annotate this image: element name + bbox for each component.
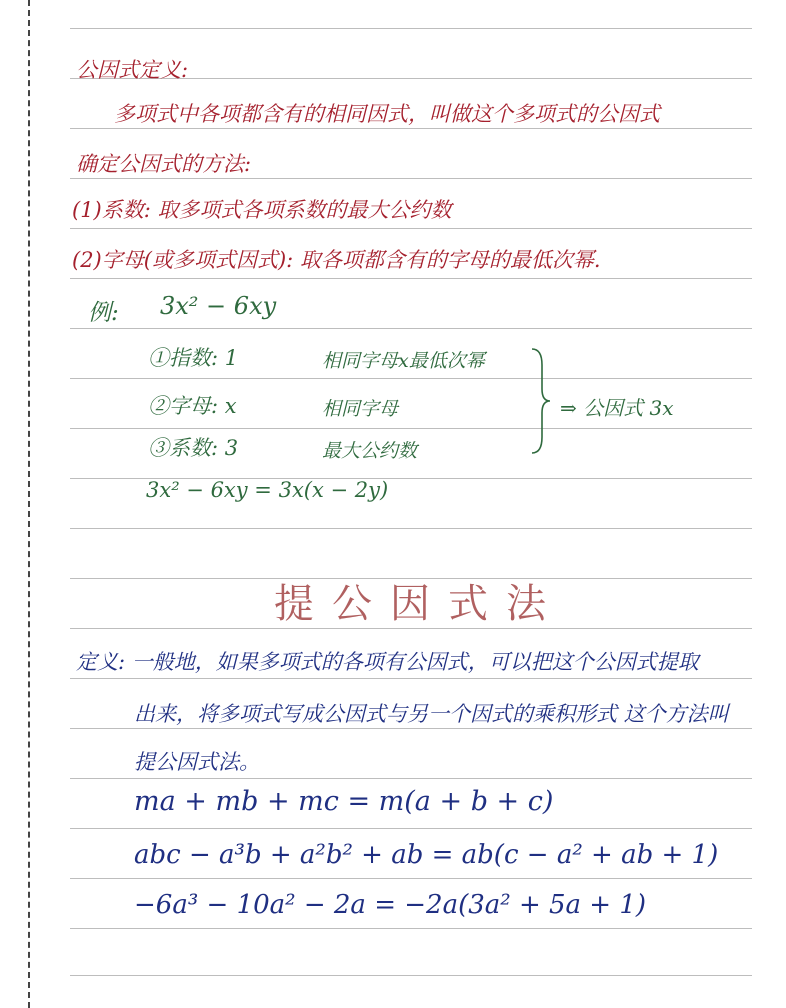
ruled-line (70, 178, 752, 179)
formula-example-1: ma + mb + mc = m(a + b + c) (134, 786, 554, 817)
example-item-exponent: ①指数: 1 (148, 346, 239, 370)
example-expression: 3x² − 6xy (160, 292, 277, 320)
common-factor-definition: 多项式中各项都含有的相同因式，叫做这个多项式的公因式 (114, 102, 660, 126)
ruled-line (70, 728, 752, 729)
ruled-line (70, 378, 752, 379)
example-label: 例: (88, 300, 119, 326)
method-definition-line3: 提公因式法。 (134, 750, 260, 774)
example-result: 3x² − 6xy = 3x(x − 2y) (146, 478, 389, 502)
ruled-line (70, 328, 752, 329)
method-rule-letters: (2)字母(或多项式因式): 取各项都含有的字母的最低次幂. (72, 248, 601, 272)
ruled-line (70, 928, 752, 929)
ruled-line (70, 228, 752, 229)
ruled-line (70, 428, 752, 429)
ruled-line (70, 778, 752, 779)
example-note-exponent: 相同字母x最低次幂 (322, 350, 485, 372)
binder-margin-line (28, 0, 30, 1008)
ruled-line (70, 975, 752, 976)
ruled-line (70, 278, 752, 279)
ruled-line (70, 28, 752, 29)
example-item-coefficient: ③系数: 3 (148, 436, 239, 460)
method-definition-line2: 出来，将多项式写成公因式与另一个因式的乘积形式 这个方法叫 (134, 702, 729, 726)
method-heading: 确定公因式的方法: (76, 152, 252, 176)
formula-example-3: −6a³ − 10a² − 2a = −2a(3a² + 5a + 1) (134, 890, 647, 920)
method-definition-line1: 定义: 一般地，如果多项式的各项有公因式，可以把这个公因式提取 (76, 650, 699, 674)
ruled-line (70, 528, 752, 529)
common-factor-definition-heading: 公因式定义: (76, 58, 189, 82)
ruled-line (70, 128, 752, 129)
page-title: 提公因式法 (274, 581, 564, 627)
example-item-letter: ②字母: x (148, 394, 237, 418)
ruled-line (70, 678, 752, 679)
example-conclusion: ⇒ 公因式 3x (560, 396, 674, 420)
example-note-coefficient: 最大公约数 (322, 440, 418, 462)
method-rule-coefficient: (1)系数: 取多项式各项系数的最大公约数 (72, 198, 452, 222)
formula-example-2: abc − a³b + a²b² + ab = ab(c − a² + ab + 1) (134, 840, 719, 870)
ruled-line (70, 828, 752, 829)
ruled-line (70, 878, 752, 879)
curly-brace-icon (528, 345, 554, 457)
example-note-letter: 相同字母 (322, 398, 399, 420)
